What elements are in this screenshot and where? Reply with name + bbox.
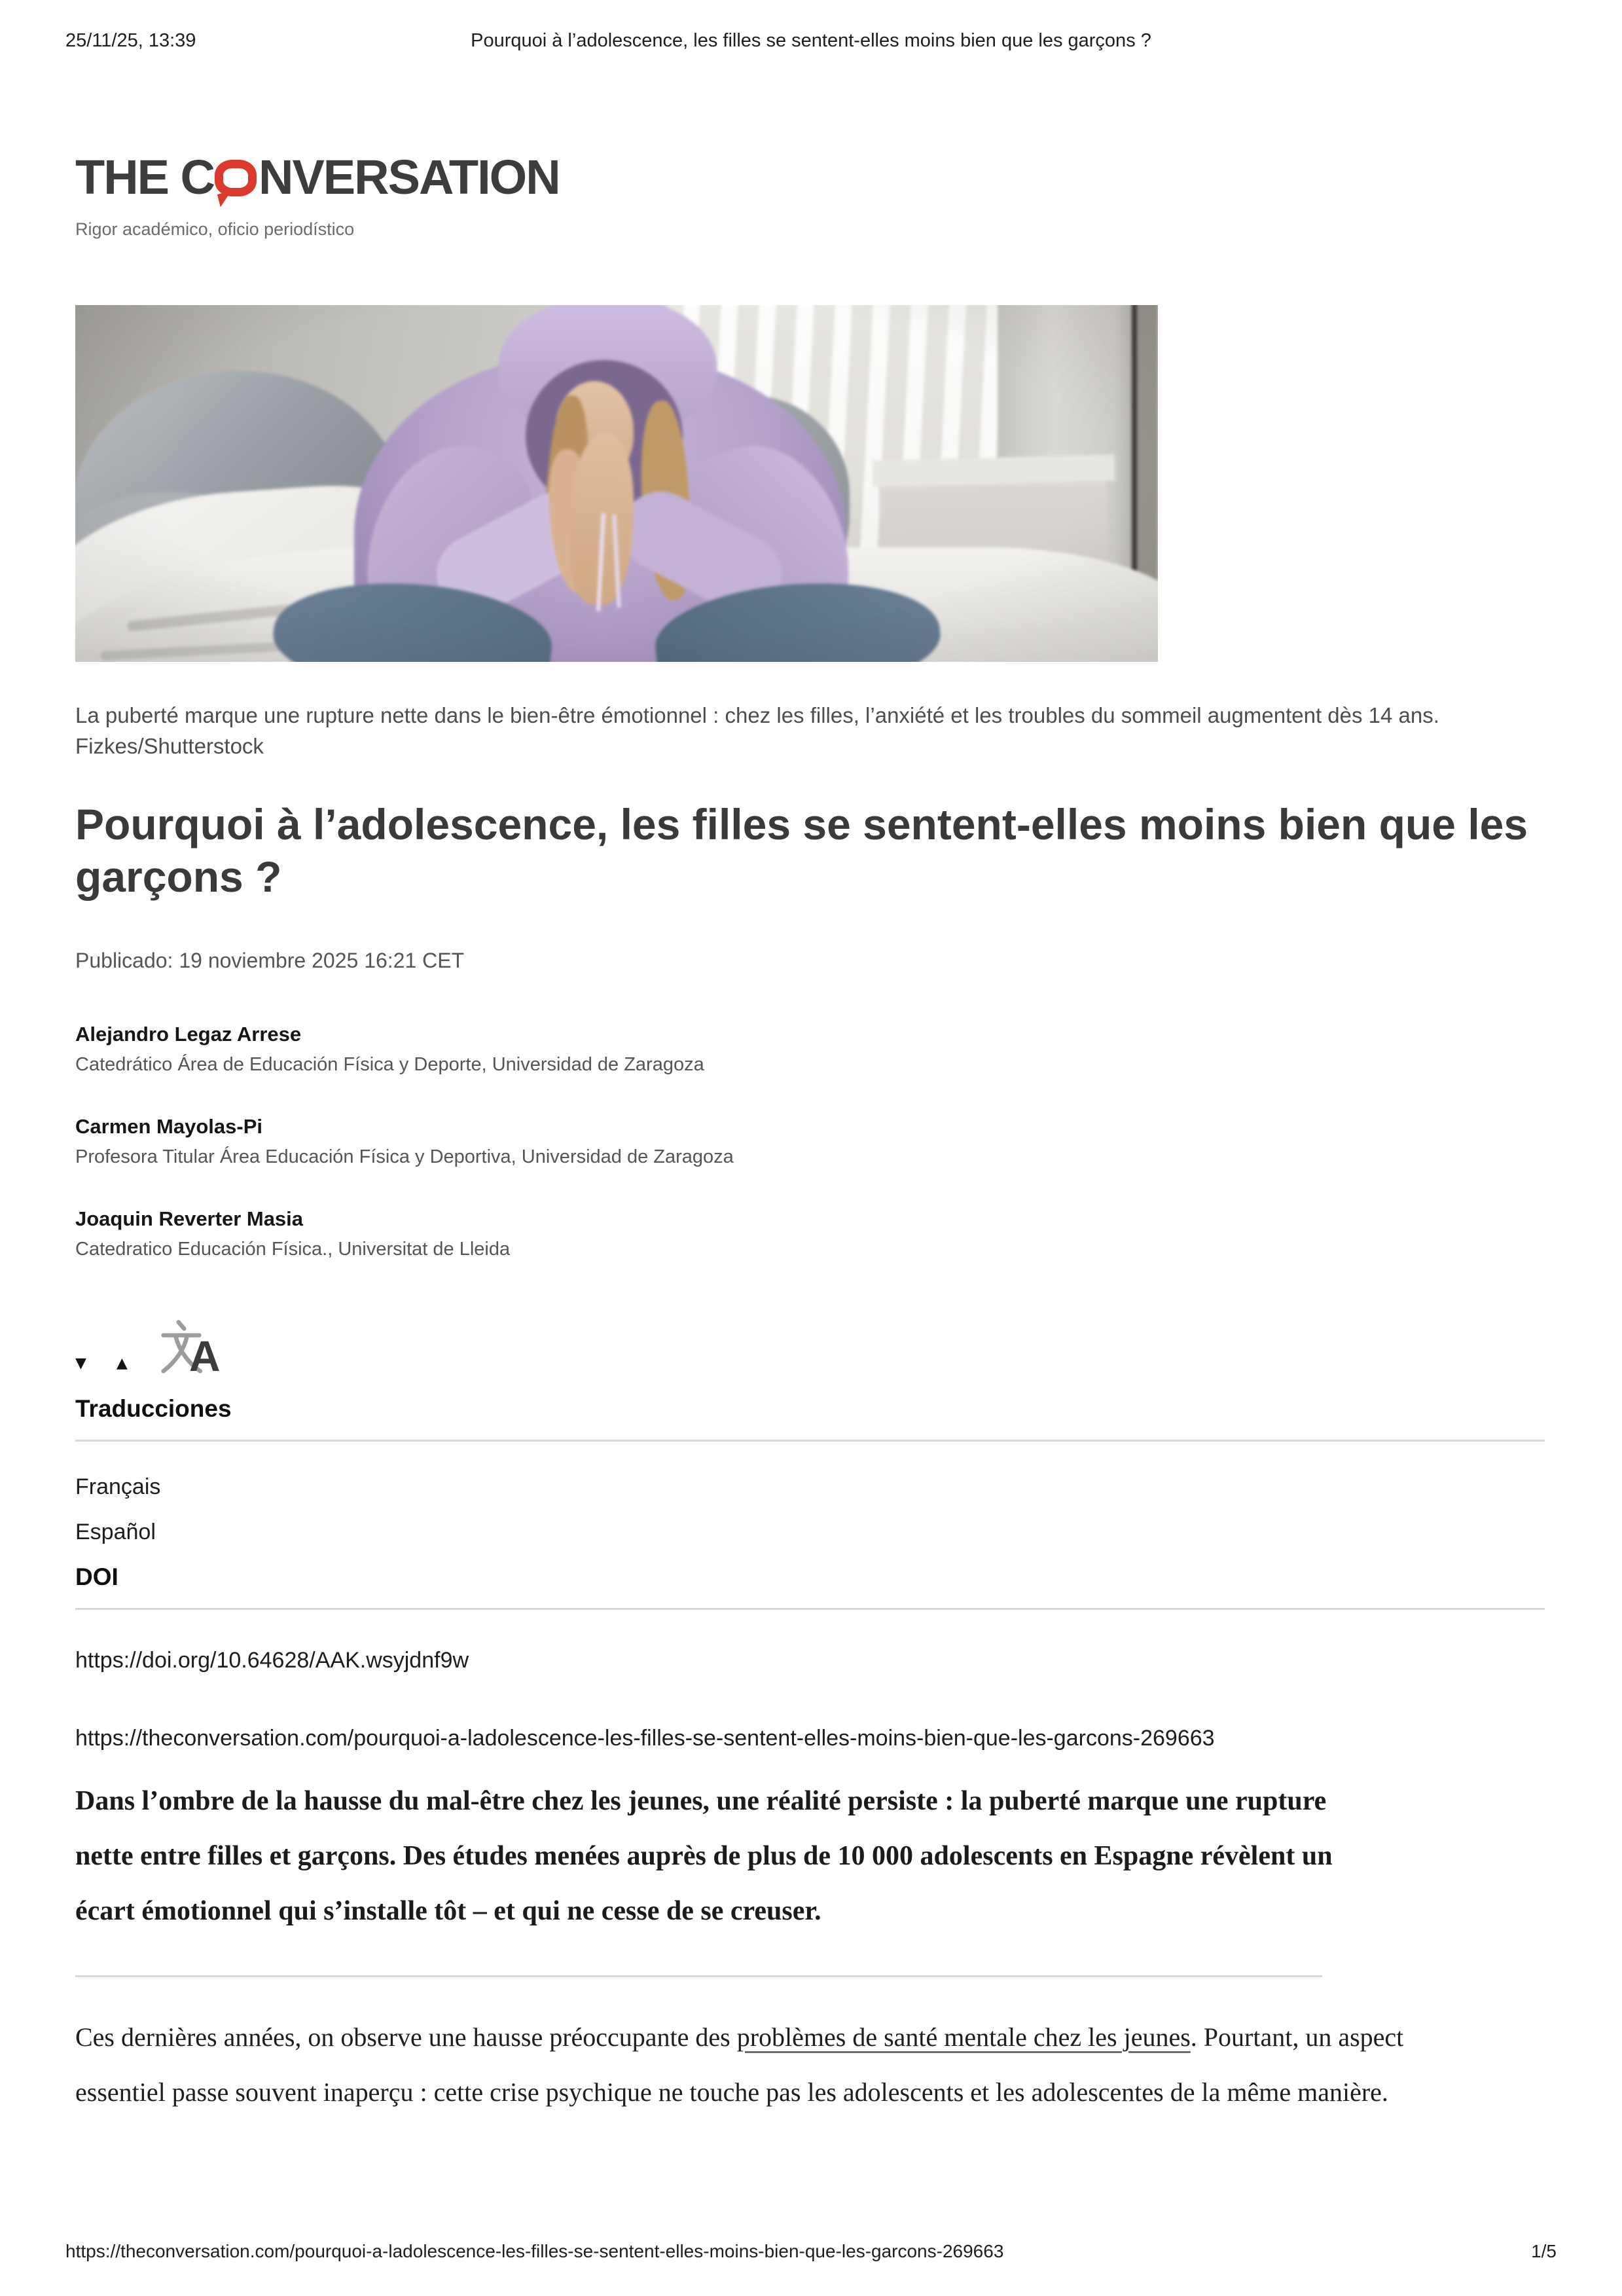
article-lede: Dans l’ombre de la hausse du mal-être chez les jeunes, une réalité persiste : la puberté marque une rupture nette entre filles et garçons. Des études menées auprès de plus de 10 000 adolescents en Espagne révèlent un écart émotionnel qui s’installe tôt – et qui ne cesse de se creuser. [75,1786,1333,1926]
author-name: Carmen Mayolas-Pi [75,1115,262,1138]
print-datetime: 25/11/25, 13:39 [65,30,196,51]
translation-link-espanol[interactable]: Español [75,1520,156,1544]
author-role: Catedratico Educación Física., Universitat de Lleida [75,1239,511,1260]
article-title: Pourquoi à l’adolescence, les filles se sentent-elles moins bien que les garçons ? [75,800,1528,901]
doi-heading: DOI [75,1563,118,1590]
logo-text-prefix: THE C [75,150,214,204]
print-footer-url: https://theconversation.com/pourquoi-a-ladolescence-les-filles-se-sentent-elles-moins-bien-que-les-garcons-269663 [65,2241,1004,2261]
print-footer [65,2241,1557,2262]
paragraph-text: . Pourtant, un aspect essentiel passe souvent inaperçu : cette crise psychique ne touche pas les adolescents et les adolescentes de la même manière. [75,2022,1404,2107]
speech-bubble-o-icon [215,160,257,196]
the-conversation-logo [75,149,1547,205]
published-date: Publicado: 19 noviembre 2025 16:21 CET [75,949,465,972]
article-url-link[interactable]: https://theconversation.com/pourquoi-a-ladolescence-les-filles-se-sentent-elles-moins-bien-que-les-garcons-269663 [75,1726,1215,1751]
author-list [75,1023,1547,1260]
site-logo [75,149,1547,240]
caret-up-icon[interactable]: ▲ [116,1355,128,1372]
mental-health-link[interactable]: problèmes de santé mentale chez les jeunes [736,2022,1191,2052]
hero-image [75,305,1158,662]
translation-link-francais[interactable]: Français [75,1474,161,1499]
translations-heading: Traducciones [75,1395,232,1422]
image-caption: La puberté marque une rupture nette dans le bien-être émotionnel : chez les filles, l’anxiété et les troubles du sommeil augmentent dès 14 ans. Fizkes/Shutterstock [75,703,1439,758]
print-header-title: Pourquoi à l’adolescence, les filles se sentent-elles moins bien que les garçons ? [471,30,1151,51]
author-entry [75,1023,1547,1076]
author-role: Catedrático Área de Educación Física y Deporte, Universidad de Zaragoza [75,1054,704,1075]
translate-widget [75,1314,1547,1380]
author-entry [75,1207,1547,1260]
article-paragraph [75,2010,1492,2120]
translate-icon [158,1319,221,1380]
divider [75,1608,1545,1610]
doi-link[interactable]: https://doi.org/10.64628/AAK.wsyjdnf9w [75,1648,469,1673]
print-page-number: 1/5 [1531,2241,1557,2261]
logo-text-suffix: NVERSATION [259,150,560,204]
author-name: Alejandro Legaz Arrese [75,1023,302,1046]
author-entry [75,1115,1547,1168]
divider [75,1440,1545,1442]
section-divider [75,1975,1322,1977]
translate-a-glyph: A [189,1332,221,1380]
site-tagline: Rigor académico, oficio periodístico [75,219,355,239]
caret-down-icon[interactable]: ▼ [75,1355,86,1372]
paragraph-text: Ces dernières années, on observe une hausse préoccupante des [75,2022,737,2052]
author-role: Profesora Titular Área Educación Física y Deportiva, Universidad de Zaragoza [75,1146,734,1167]
author-name: Joaquin Reverter Masia [75,1207,304,1230]
article-content [75,0,1547,2120]
